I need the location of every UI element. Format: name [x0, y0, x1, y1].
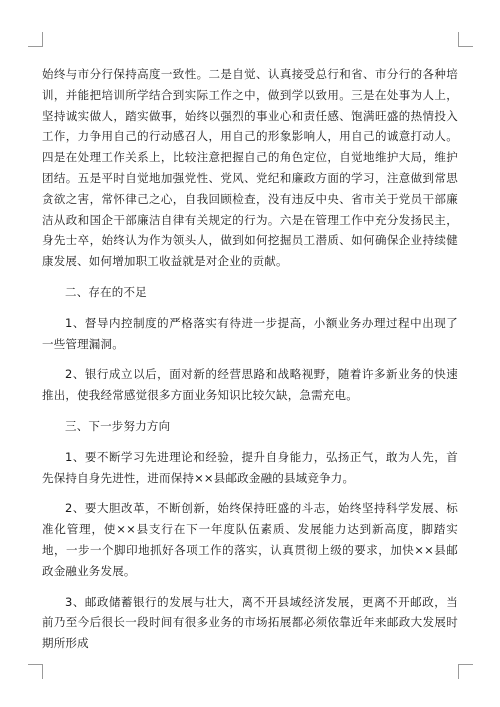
paragraph-next-step-1: 1、要不断学习先进理论和经验，提升自身能力，弘扬正气，敢为人先，首先保持自身先进性，进而保持××县邮政金融的县域竞争力。 — [42, 449, 458, 485]
paragraph-shortcoming-1: 1、督导内控制度的严格落实有待进一步提高，小额业务办理过程中出现了一些管理漏洞。 — [42, 315, 458, 351]
paragraph-next-step-3: 3、邮政储蓄银行的发展与壮大，离不开县域经济发展，更离不开邮政，当前乃至今后很长一段时间有很多业务的市场拓展都必须依靠近年来邮政大发展时期所形成 — [42, 594, 458, 651]
paragraph-shortcoming-2: 2、银行成立以后，面对新的经营思路和战略视野，随着许多新业务的快速推出，使我经常感觉很多方面业务知识比较欠缺，急需充电。 — [42, 367, 458, 403]
paragraph-next-step-2: 2、要大胆改革，不断创新，始终保持旺盛的斗志，始终坚持科学发展、标准化管理，使××县支行在下一年度队伍素质、发展能力达到新高度，脚踏实地，一步一个脚印地抓好各项工作的落实，认真贯彻上级的要求，加快××县邮政金融业务发展。 — [42, 501, 458, 578]
crop-mark-bottom-right — [458, 664, 473, 679]
section-heading-next-steps: 三、下一步努力方向 — [65, 418, 171, 433]
section-heading-shortcomings: 二、存在的不足 — [65, 284, 147, 299]
paragraph-self-review: 始终与市分行保持高度一致性。二是自觉、认真接受总行和省、市分行的各种培训，并能把培训所学结合到实际工作之中，做到学以致用。三是在处事为人上，坚持诚实做人，踏实做事，始终以强烈的事业心和责任感、饱满旺盛的热情投入工作，力争用自己的行动感召人，用自己的形象影响人，用自己的诚意打动人。四是在处理工作关系上，比较注意把握自己的角色定位，自觉地维护大局，维护团结。五是平时自觉地加强党性、党风、党纪和廉政方面的学习，注意做到常思贪欲之害，常怀律己之心，自我回顾检查，没有违反中央、省市关于党员干部廉洁从政和国企干部廉洁自律有关规定的行为。六是在管理工作中充分发扬民主，身先士卒，始终认为作为领头人，做到如何挖掘员工潜质、如何确保企业持续健康发展、如何增加职工收益就是对企业的贡献。 — [42, 67, 458, 269]
crop-mark-top-left — [28, 32, 43, 47]
crop-mark-top-right — [458, 32, 473, 47]
document-body — [42, 64, 458, 654]
crop-mark-bottom-left — [28, 664, 43, 679]
